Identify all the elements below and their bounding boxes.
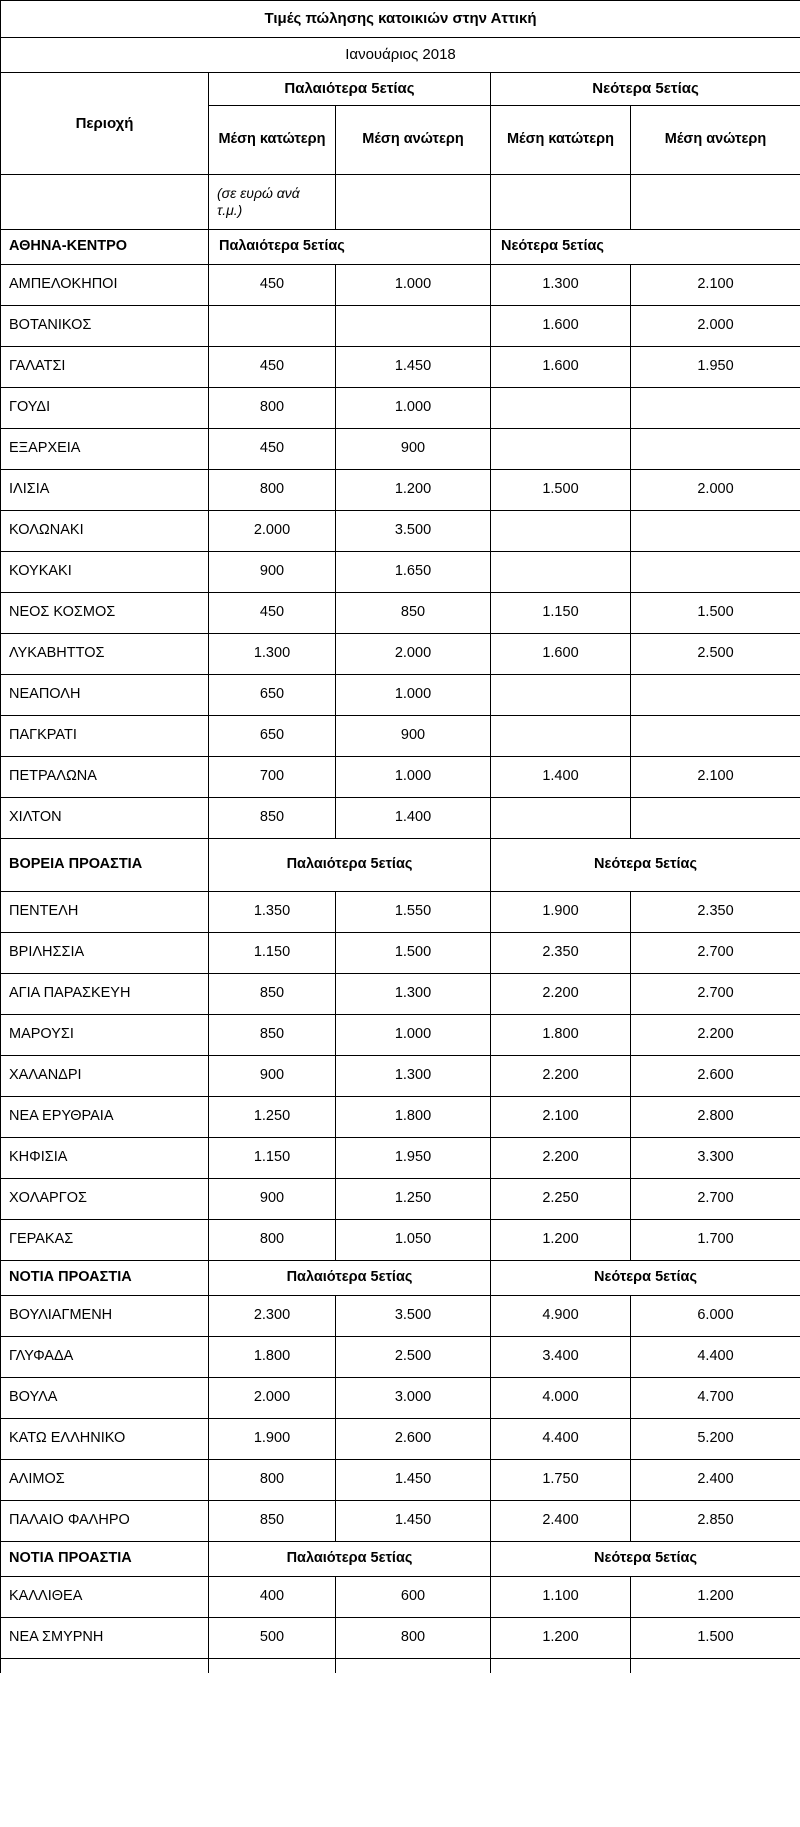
section-header-row xyxy=(1,839,800,892)
row-new-high xyxy=(631,675,800,716)
row-old-low: 800 xyxy=(209,1220,336,1261)
row-old-low: 1.800 xyxy=(209,1337,336,1378)
row-old-low: 900 xyxy=(209,1056,336,1097)
table-row xyxy=(1,1138,800,1179)
row-area-name: ΛΥΚΑΒΗΤΤΟΣ xyxy=(1,634,209,675)
row-area-name: ΒΟΥΛΑ xyxy=(1,1378,209,1419)
row-new-high: 1.200 xyxy=(631,1577,800,1618)
row-area-name: ΕΞΑΡΧΕΙΑ xyxy=(1,429,209,470)
row-old-low: 900 xyxy=(209,1179,336,1220)
row-old-low: 700 xyxy=(209,757,336,798)
row-new-low: 4.400 xyxy=(491,1419,631,1460)
row-old-low: 800 xyxy=(209,1460,336,1501)
section-name: ΑΘΗΝΑ-ΚΕΝΤΡΟ xyxy=(1,230,209,265)
row-old-high: 2.600 xyxy=(336,1419,491,1460)
row-old-low: 2.300 xyxy=(209,1296,336,1337)
table-row xyxy=(1,593,800,634)
row-new-low: 1.500 xyxy=(491,470,631,511)
row-old-low: 850 xyxy=(209,1501,336,1542)
row-old-high: 1.050 xyxy=(336,1220,491,1261)
row-old-high: 1.450 xyxy=(336,1501,491,1542)
row-old-high: 1.000 xyxy=(336,675,491,716)
row-new-high: 6.000 xyxy=(631,1296,800,1337)
row-new-low: 1.750 xyxy=(491,1460,631,1501)
row-old-high: 1.250 xyxy=(336,1179,491,1220)
row-old-high: 1.000 xyxy=(336,757,491,798)
row-new-low: 1.600 xyxy=(491,634,631,675)
row-old-low: 2.000 xyxy=(209,1378,336,1419)
table-row xyxy=(1,1056,800,1097)
row-area-name: ΧΑΛΑΝΔΡΙ xyxy=(1,1056,209,1097)
table-row xyxy=(1,1378,800,1419)
row-new-high xyxy=(631,388,800,429)
cutoff-partial-row xyxy=(1,1659,800,1674)
row-old-low: 900 xyxy=(209,552,336,593)
unit-note-spacer xyxy=(1,175,209,230)
table-row xyxy=(1,1015,800,1056)
table-row xyxy=(1,1501,800,1542)
row-new-high: 1.700 xyxy=(631,1220,800,1261)
table-row xyxy=(1,1618,800,1659)
row-new-high: 2.700 xyxy=(631,933,800,974)
table-row xyxy=(1,1337,800,1378)
cutoff-cell-4 xyxy=(491,1659,631,1674)
table-row xyxy=(1,552,800,593)
table-row xyxy=(1,1097,800,1138)
row-area-name: ΚΗΦΙΣΙΑ xyxy=(1,1138,209,1179)
report-date: Ιανουάριος 2018 xyxy=(1,38,800,73)
row-area-name: ΝΕΑΠΟΛΗ xyxy=(1,675,209,716)
row-new-high: 2.000 xyxy=(631,470,800,511)
row-area-name: ΠΕΝΤΕΛΗ xyxy=(1,892,209,933)
row-old-high: 900 xyxy=(336,716,491,757)
table-row xyxy=(1,892,800,933)
section-span-older: Παλαιότερα 5ετίας xyxy=(209,1261,491,1296)
row-old-high: 850 xyxy=(336,593,491,634)
row-old-low: 650 xyxy=(209,675,336,716)
group-header-older: Παλαιότερα 5ετίας xyxy=(209,73,491,106)
row-old-high: 3.500 xyxy=(336,1296,491,1337)
row-new-low: 1.100 xyxy=(491,1577,631,1618)
row-old-high: 1.300 xyxy=(336,1056,491,1097)
section-header-row xyxy=(1,1261,800,1296)
row-old-low: 450 xyxy=(209,347,336,388)
row-old-high: 1.400 xyxy=(336,798,491,839)
row-new-high: 2.500 xyxy=(631,634,800,675)
column-header-area: Περιοχή xyxy=(1,73,209,175)
row-old-high: 1.450 xyxy=(336,347,491,388)
row-new-high: 2.350 xyxy=(631,892,800,933)
row-old-low: 1.350 xyxy=(209,892,336,933)
row-area-name: ΒΟΥΛΙΑΓΜΕΝΗ xyxy=(1,1296,209,1337)
group-header-newer: Νεότερα 5ετίας xyxy=(491,73,800,106)
row-old-high: 900 xyxy=(336,429,491,470)
row-old-high: 600 xyxy=(336,1577,491,1618)
row-new-low xyxy=(491,388,631,429)
row-area-name: ΓΕΡΑΚΑΣ xyxy=(1,1220,209,1261)
title-row xyxy=(1,1,800,38)
row-new-low xyxy=(491,511,631,552)
row-new-high: 2.100 xyxy=(631,265,800,306)
row-new-low: 2.200 xyxy=(491,1138,631,1179)
row-area-name: ΠΑΓΚΡΑΤΙ xyxy=(1,716,209,757)
row-new-low: 2.200 xyxy=(491,974,631,1015)
table-row xyxy=(1,757,800,798)
row-area-name: ΓΟΥΔΙ xyxy=(1,388,209,429)
row-new-low: 1.150 xyxy=(491,593,631,634)
row-new-high xyxy=(631,716,800,757)
row-old-high: 1.000 xyxy=(336,388,491,429)
row-old-low: 850 xyxy=(209,798,336,839)
unit-note: (σε ευρώ ανά τ.μ.) xyxy=(209,175,336,230)
row-area-name: ΓΛΥΦΑΔΑ xyxy=(1,1337,209,1378)
row-new-high: 2.100 xyxy=(631,757,800,798)
table-row xyxy=(1,1577,800,1618)
row-new-low xyxy=(491,552,631,593)
unit-note-blank-2 xyxy=(491,175,631,230)
section-span-newer: Νεότερα 5ετίας xyxy=(491,1542,800,1577)
row-new-low xyxy=(491,429,631,470)
row-new-low: 1.400 xyxy=(491,757,631,798)
row-new-high: 1.500 xyxy=(631,593,800,634)
row-area-name: ΚΑΤΩ ΕΛΛΗΝΙΚΟ xyxy=(1,1419,209,1460)
row-new-low: 1.600 xyxy=(491,347,631,388)
row-new-low: 1.900 xyxy=(491,892,631,933)
section-header-row xyxy=(1,1542,800,1577)
row-new-low: 1.200 xyxy=(491,1220,631,1261)
row-new-low xyxy=(491,675,631,716)
row-old-high: 1.300 xyxy=(336,974,491,1015)
page-title: Τιμές πώλησης κατοικιών στην Αττική xyxy=(1,1,800,38)
row-old-high: 800 xyxy=(336,1618,491,1659)
table-row xyxy=(1,634,800,675)
column-header-old-low: Μέση κατώτερη xyxy=(209,106,336,175)
row-old-low: 450 xyxy=(209,593,336,634)
row-old-high: 1.950 xyxy=(336,1138,491,1179)
row-area-name: ΝΕΑ ΣΜΥΡΝΗ xyxy=(1,1618,209,1659)
table-row xyxy=(1,388,800,429)
section-header-row xyxy=(1,230,800,265)
table-row xyxy=(1,1296,800,1337)
row-old-low: 450 xyxy=(209,429,336,470)
row-old-high: 1.500 xyxy=(336,933,491,974)
row-old-low: 800 xyxy=(209,470,336,511)
row-new-high: 4.400 xyxy=(631,1337,800,1378)
row-area-name: ΧΙΛΤΟΝ xyxy=(1,798,209,839)
section-span-older: Παλαιότερα 5ετίας xyxy=(209,230,491,265)
table-row xyxy=(1,265,800,306)
row-old-high: 3.500 xyxy=(336,511,491,552)
unit-note-blank-1 xyxy=(336,175,491,230)
row-new-low: 1.300 xyxy=(491,265,631,306)
row-new-low: 2.250 xyxy=(491,1179,631,1220)
row-old-high: 1.450 xyxy=(336,1460,491,1501)
row-old-high: 1.550 xyxy=(336,892,491,933)
row-area-name: ΑΜΠΕΛΟΚΗΠΟΙ xyxy=(1,265,209,306)
row-new-high: 1.950 xyxy=(631,347,800,388)
row-old-low: 1.150 xyxy=(209,933,336,974)
unit-note-row xyxy=(1,175,800,230)
row-new-high: 3.300 xyxy=(631,1138,800,1179)
row-old-low: 400 xyxy=(209,1577,336,1618)
row-new-high: 2.200 xyxy=(631,1015,800,1056)
row-new-low: 4.900 xyxy=(491,1296,631,1337)
row-new-low: 2.400 xyxy=(491,1501,631,1542)
table-row xyxy=(1,798,800,839)
row-new-high xyxy=(631,511,800,552)
row-old-high: 2.000 xyxy=(336,634,491,675)
row-new-high xyxy=(631,798,800,839)
section-span-newer: Νεότερα 5ετίας xyxy=(491,1261,800,1296)
subtitle-row xyxy=(1,38,800,73)
row-new-high: 2.000 xyxy=(631,306,800,347)
row-new-low: 3.400 xyxy=(491,1337,631,1378)
section-span-newer: Νεότερα 5ετίας xyxy=(491,839,800,892)
section-name: ΝΟΤΙΑ ΠΡΟΑΣΤΙΑ xyxy=(1,1261,209,1296)
row-old-low: 1.300 xyxy=(209,634,336,675)
row-area-name: ΠΑΛΑΙΟ ΦΑΛΗΡΟ xyxy=(1,1501,209,1542)
section-name: ΝΟΤΙΑ ΠΡΟΑΣΤΙΑ xyxy=(1,1542,209,1577)
row-new-low: 2.200 xyxy=(491,1056,631,1097)
row-area-name: ΒΟΤΑΝΙΚΟΣ xyxy=(1,306,209,347)
table-row xyxy=(1,1460,800,1501)
row-new-high: 2.400 xyxy=(631,1460,800,1501)
row-old-high: 2.500 xyxy=(336,1337,491,1378)
table-row xyxy=(1,347,800,388)
row-old-low: 1.250 xyxy=(209,1097,336,1138)
row-old-high: 1.000 xyxy=(336,265,491,306)
row-area-name: ΝΕΑ ΕΡΥΘΡΑΙΑ xyxy=(1,1097,209,1138)
row-new-low: 2.350 xyxy=(491,933,631,974)
row-old-low: 1.900 xyxy=(209,1419,336,1460)
row-area-name: ΧΟΛΑΡΓΟΣ xyxy=(1,1179,209,1220)
section-name: ΒΟΡΕΙΑ ΠΡΟΑΣΤΙΑ xyxy=(1,839,209,892)
row-new-high: 4.700 xyxy=(631,1378,800,1419)
table-row xyxy=(1,429,800,470)
row-new-high: 2.600 xyxy=(631,1056,800,1097)
row-new-high: 2.700 xyxy=(631,974,800,1015)
row-area-name: ΠΕΤΡΑΛΩΝΑ xyxy=(1,757,209,798)
row-old-high: 3.000 xyxy=(336,1378,491,1419)
row-old-high: 1.200 xyxy=(336,470,491,511)
row-old-low: 500 xyxy=(209,1618,336,1659)
row-old-low: 850 xyxy=(209,974,336,1015)
row-area-name: ΚΟΥΚΑΚΙ xyxy=(1,552,209,593)
table-row xyxy=(1,933,800,974)
row-area-name: ΑΛΙΜΟΣ xyxy=(1,1460,209,1501)
row-old-low: 650 xyxy=(209,716,336,757)
row-new-high: 5.200 xyxy=(631,1419,800,1460)
table-row xyxy=(1,1419,800,1460)
group-header-row xyxy=(1,73,800,106)
table-row xyxy=(1,1220,800,1261)
row-old-low xyxy=(209,306,336,347)
table-row xyxy=(1,511,800,552)
cutoff-cell-5 xyxy=(631,1659,800,1674)
row-old-low: 1.150 xyxy=(209,1138,336,1179)
row-old-low: 800 xyxy=(209,388,336,429)
row-area-name: ΒΡΙΛΗΣΣΙΑ xyxy=(1,933,209,974)
cutoff-cell-1 xyxy=(1,1659,209,1674)
table-row xyxy=(1,675,800,716)
row-old-low: 450 xyxy=(209,265,336,306)
table-row xyxy=(1,974,800,1015)
row-new-high: 1.500 xyxy=(631,1618,800,1659)
row-new-high: 2.700 xyxy=(631,1179,800,1220)
column-header-new-high: Μέση ανώτερη xyxy=(631,106,800,175)
section-span-older: Παλαιότερα 5ετίας xyxy=(209,1542,491,1577)
row-new-high xyxy=(631,429,800,470)
row-area-name: ΑΓΙΑ ΠΑΡΑΣΚΕΥΗ xyxy=(1,974,209,1015)
row-new-low: 1.800 xyxy=(491,1015,631,1056)
table-row xyxy=(1,306,800,347)
cutoff-cell-3 xyxy=(336,1659,491,1674)
row-new-high: 2.850 xyxy=(631,1501,800,1542)
row-new-low: 1.200 xyxy=(491,1618,631,1659)
table-row xyxy=(1,716,800,757)
cutoff-cell-2 xyxy=(209,1659,336,1674)
column-header-new-low: Μέση κατώτερη xyxy=(491,106,631,175)
row-old-high: 1.000 xyxy=(336,1015,491,1056)
row-old-high: 1.800 xyxy=(336,1097,491,1138)
row-area-name: ΚΟΛΩΝΑΚΙ xyxy=(1,511,209,552)
row-old-high xyxy=(336,306,491,347)
row-new-low xyxy=(491,798,631,839)
section-span-newer: Νεότερα 5ετίας xyxy=(491,230,800,265)
row-old-low: 2.000 xyxy=(209,511,336,552)
row-area-name: ΜΑΡΟΥΣΙ xyxy=(1,1015,209,1056)
row-new-low: 1.600 xyxy=(491,306,631,347)
table-row xyxy=(1,1179,800,1220)
row-area-name: ΚΑΛΛΙΘΕΑ xyxy=(1,1577,209,1618)
row-area-name: ΝΕΟΣ ΚΟΣΜΟΣ xyxy=(1,593,209,634)
row-new-low: 4.000 xyxy=(491,1378,631,1419)
section-span-older: Παλαιότερα 5ετίας xyxy=(209,839,491,892)
row-old-high: 1.650 xyxy=(336,552,491,593)
row-old-low: 850 xyxy=(209,1015,336,1056)
row-new-high xyxy=(631,552,800,593)
row-area-name: ΓΑΛΑΤΣΙ xyxy=(1,347,209,388)
row-new-low: 2.100 xyxy=(491,1097,631,1138)
unit-note-blank-3 xyxy=(631,175,800,230)
row-new-low xyxy=(491,716,631,757)
row-area-name: ΙΛΙΣΙΑ xyxy=(1,470,209,511)
table-row xyxy=(1,470,800,511)
row-new-high: 2.800 xyxy=(631,1097,800,1138)
column-header-old-high: Μέση ανώτερη xyxy=(336,106,491,175)
